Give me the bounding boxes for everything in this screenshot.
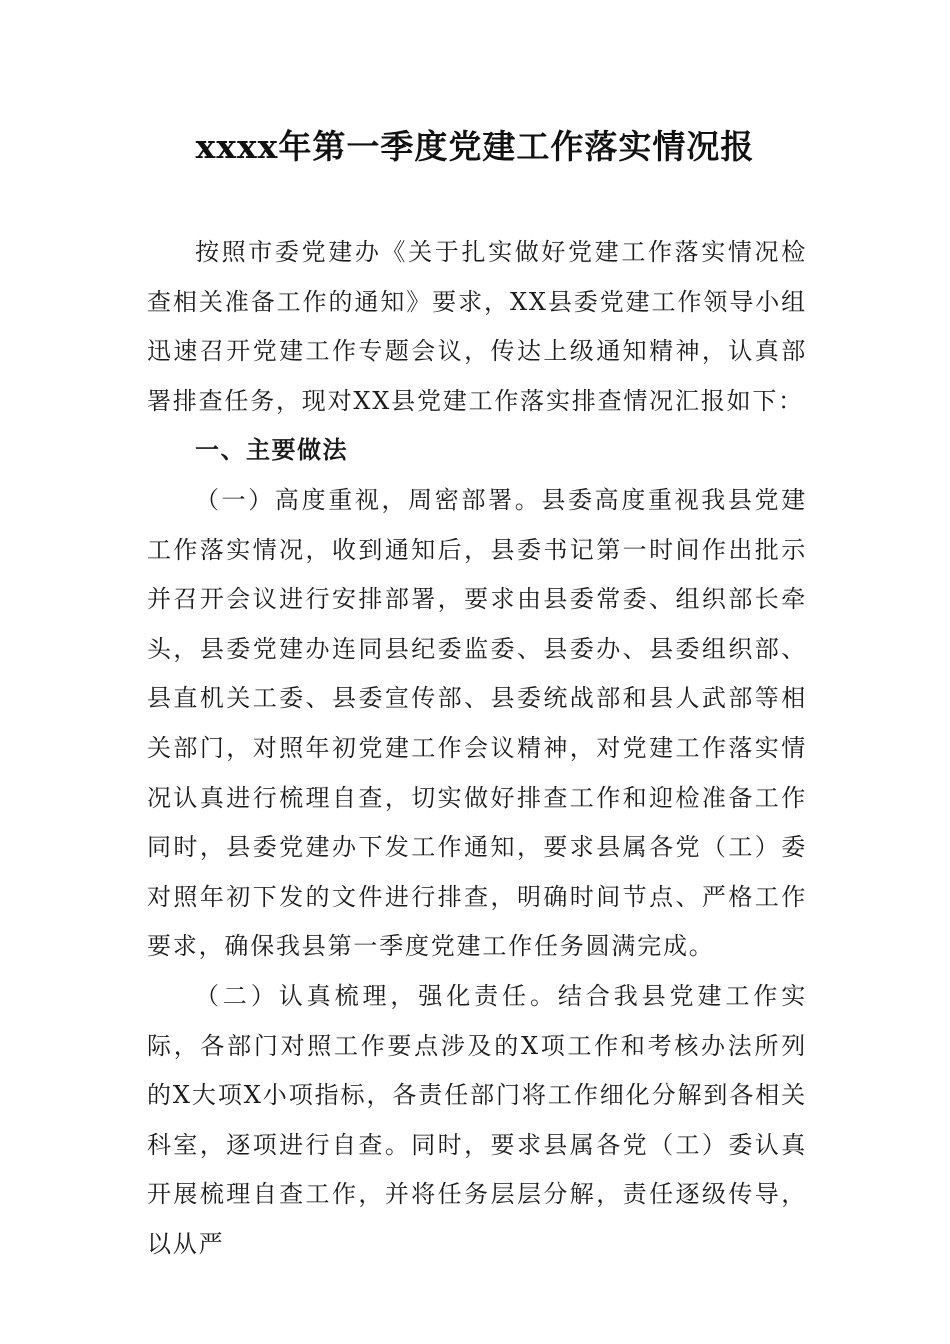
section-heading-main-practices: 一、主要做法: [195, 436, 348, 465]
intro-paragraph: 按照市委党建办《关于扎实做好党建工作落实情况检查相关准备工作的通知》要求，XX县委党建工作领导小组迅速召开党建工作专题会议，传达上级通知精神，认真部署排查任务，现对XX县党建工作落实排查情况汇报如下：: [147, 238, 807, 415]
document-title: xxxx年第一季度党建工作落实情况报: [195, 127, 755, 166]
item-1-paragraph: （一）高度重视，周密部署。县委高度重视我县党建工作落实情况，收到通知后，县委书记第一时间作出批示并召开会议进行安排部署，要求由县委常委、组织部长牵头，县委党建办连同县纪委监委、县委办、县委组织部、县直机关工委、县委宣传部、县委统战部和县人武部等相关部门，对照年初党建工作会议精神，对党建工作落实情况认真进行梳理自查，切实做好排查工作和迎检准备工作同时，县委党建办下发工作通知，要求县属各党（工）委对照年初下发的文件进行排查，明确时间节点、严格工作要求，确保我县第一季度党建工作任务圆满完成。: [147, 485, 807, 961]
item-2-paragraph: （二）认真梳理，强化责任。结合我县党建工作实际，各部门对照工作要点涉及的X项工作和考核办法所列的X大项X小项指标，各责任部门将工作细化分解到各相关科室，逐项进行自查。同时，要求县属各党（工）委认真开展梳理自查工作，并将任务层层分解，责任逐级传导，以从严: [147, 981, 807, 1258]
document-body: [147, 228, 807, 1269]
